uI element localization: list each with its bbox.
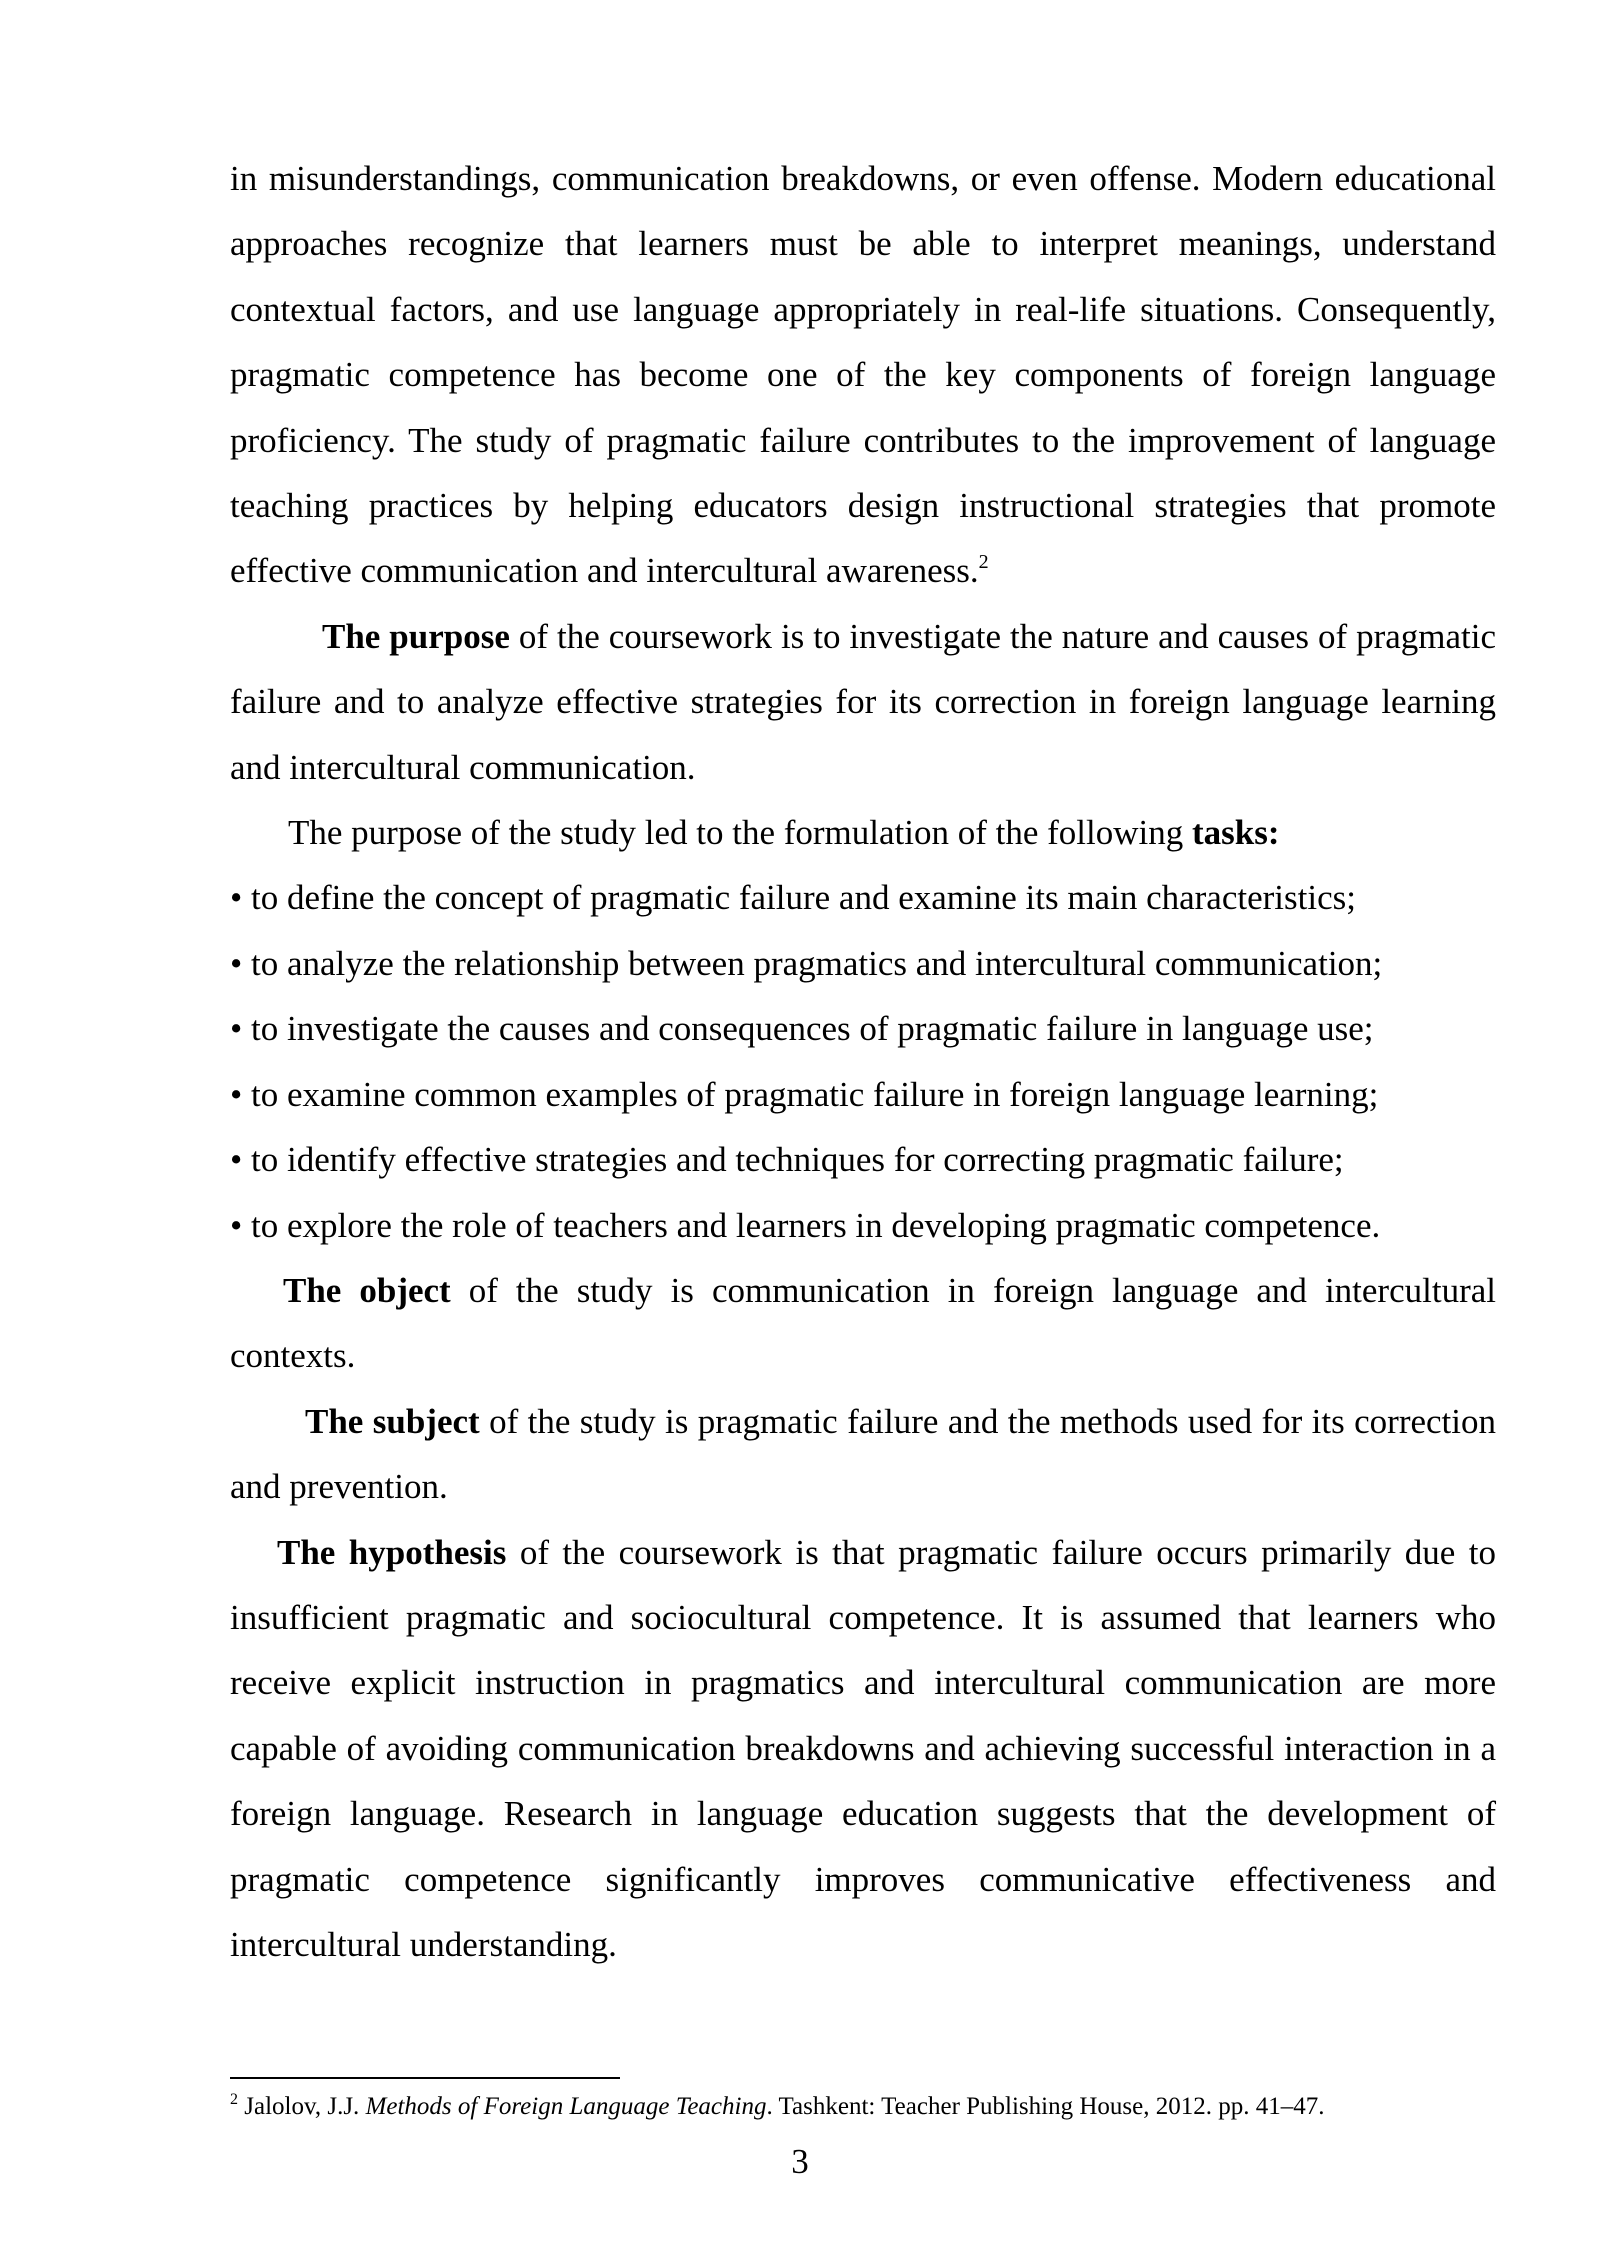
task-item: • to investigate the causes and consequences of pragmatic failure in language use; [230,1009,1374,1049]
subject-label: The subject [305,1401,480,1441]
hypothesis-text: of the coursework is that pragmatic failure occurs primarily due to insufficient pragmatic and sociocultural competence. It is assumed that learners who receive explicit instruction in pragmatics and intercultural communication are more capable of avoiding communication breakdowns and achieving successful interaction in a foreign language. Research in language education suggests that the development of pragmatic competence significantly improves communicative effectiveness and intercultural understanding. [230,1532,1496,1964]
footnote-details: . Tashkent: Teacher Publishing House, 2012. pp. 41–47. [766,2093,1325,2120]
intro-text: in misunderstandings, communication breakdowns, or even offense. Modern educational approaches recognize that learners must be able to interpret meanings, understand contextual factors, and use language appropriately in real-life situations. Consequently, pragmatic competence has become one of the key components of foreign language proficiency. The study of pragmatic failure contributes to the improvement of language teaching practices by helping educators design instructional strategies that promote effective communication and intercultural awareness. [230,159,1496,591]
task-item: • to identify effective strategies and techniques for correcting pragmatic failure; [230,1140,1344,1180]
footnote-author: Jalolov, J.J. [238,2093,366,2120]
tasks-intro-paragraph [230,800,1496,865]
footnote-title: Methods of Foreign Language Teaching [365,2093,767,2120]
object-paragraph [230,1258,1496,1389]
purpose-text: of the coursework is to investigate the nature and causes of pragmatic failure and to analyze effective strategies for its correction in foreign language learning and intercultural communication. [230,616,1496,787]
subject-paragraph [230,1389,1496,1520]
footnote-reference: 2 [978,551,989,574]
task-item: • to explore the role of teachers and learners in developing pragmatic competence. [230,1205,1381,1245]
object-label: The object [283,1270,451,1310]
intro-paragraph [230,146,1496,604]
tasks-list [230,865,1496,1257]
hypothesis-paragraph [230,1520,1496,1978]
task-item: • to analyze the relationship between pragmatics and intercultural communication; [230,943,1383,983]
tasks-label: tasks: [1191,813,1280,853]
object-text: of the study is communication in foreign language and intercultural contexts. [230,1270,1496,1376]
purpose-label: The purpose [322,616,510,656]
page-body [230,146,1496,1977]
task-item: • to examine common examples of pragmatic failure in foreign language learning; [230,1074,1379,1114]
tasks-intro-text: The purpose of the study led to the formulation of the following [288,813,1192,853]
purpose-paragraph [230,604,1496,800]
subject-text: of the study is pragmatic failure and the methods used for its correction and prevention. [230,1401,1496,1507]
hypothesis-label: The hypothesis [277,1532,507,1572]
footnote-separator [230,2077,620,2079]
task-item: • to define the concept of pragmatic failure and examine its main characteristics; [230,878,1356,918]
page-number: 3 [791,2142,809,2181]
footnote-number: 2 [230,2091,238,2108]
footnote [230,2090,1325,2124]
